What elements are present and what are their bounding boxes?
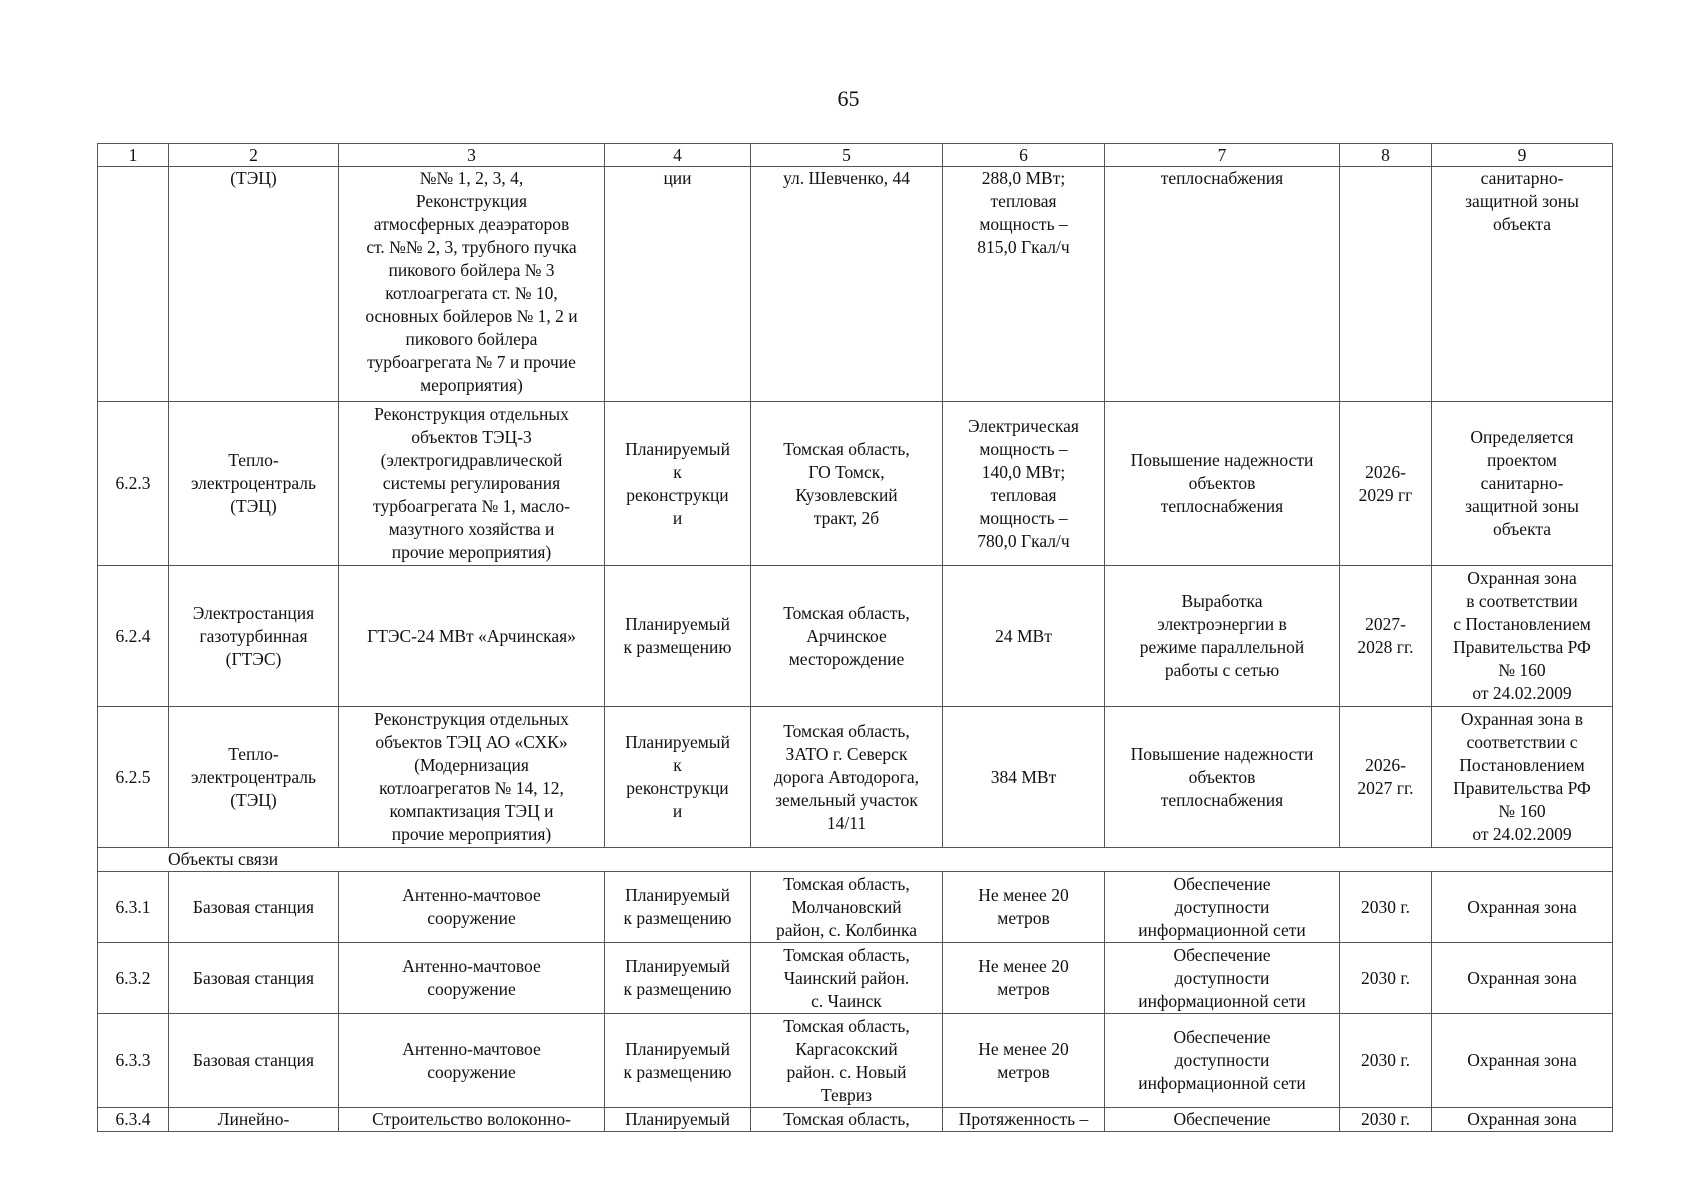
- cell-characteristics: Электрическая мощность – 140,0 МВт; тепловая мощность – 780,0 Гкал/ч: [943, 402, 1105, 566]
- cell-location: Томская область, Каргасокский район. с. Новый Тевриз: [751, 1014, 943, 1108]
- section-row: [98, 848, 1613, 872]
- cell-number: 6.2.4: [98, 566, 169, 707]
- cell-purpose: теплоснабжения: [1105, 167, 1340, 402]
- cell-number: 6.2.3: [98, 402, 169, 566]
- cell-status: Планируемый к размещению: [605, 566, 751, 707]
- cell-object-name: №№ 1, 2, 3, 4, Реконструкция атмосферных деаэраторов ст. №№ 2, 3, трубного пучка пикового бойлера № 3 котлоагрегата ст. № 10, основных бойлеров № 1, 2 и пикового бойлера турбоагрегата № 7 и прочие мероприятия): [339, 167, 605, 402]
- cell-number: 6.2.5: [98, 707, 169, 848]
- cell-period: 2027- 2028 гг.: [1340, 566, 1432, 707]
- column-number: 4: [605, 144, 751, 167]
- cell-zone: Охранная зона в соответствии с Постановлением Правительства РФ № 160 от 24.02.2009: [1432, 566, 1613, 707]
- cell-location: Томская область, Арчинское месторождение: [751, 566, 943, 707]
- cell-location: Томская область, ЗАТО г. Северск дорога Автодорога, земельный участок 14/11: [751, 707, 943, 848]
- cell-purpose: Выработка электроэнергии в режиме параллельной работы с сетью: [1105, 566, 1340, 707]
- cell-location: Томская область, Молчановский район, с. Колбинка: [751, 872, 943, 943]
- table-row: [98, 943, 1613, 1014]
- section-title: Объекты связи: [98, 848, 1613, 872]
- cell-purpose: Повышение надежности объектов теплоснабжения: [1105, 402, 1340, 566]
- cell-status: Планируемый: [605, 1108, 751, 1132]
- cell-purpose: Обеспечение доступности информационной сети: [1105, 1014, 1340, 1108]
- table-row: [98, 1014, 1613, 1108]
- cell-status: Планируемый к реконструкци и: [605, 402, 751, 566]
- cell-characteristics: Не менее 20 метров: [943, 872, 1105, 943]
- cell-object-type: Линейно-: [169, 1108, 339, 1132]
- column-number: 8: [1340, 144, 1432, 167]
- cell-object-type: Базовая станция: [169, 943, 339, 1014]
- column-number: 6: [943, 144, 1105, 167]
- cell-status: Планируемый к размещению: [605, 1014, 751, 1108]
- cell-period: 2030 г.: [1340, 943, 1432, 1014]
- column-number: 7: [1105, 144, 1340, 167]
- cell-zone: Охранная зона: [1432, 943, 1613, 1014]
- cell-zone: Охранная зона: [1432, 1108, 1613, 1132]
- cell-location: Томская область,: [751, 1108, 943, 1132]
- cell-number: 6.3.3: [98, 1014, 169, 1108]
- cell-object-type: Тепло- электроцентраль (ТЭЦ): [169, 402, 339, 566]
- cell-location: Томская область, ГО Томск, Кузовлевский тракт, 2б: [751, 402, 943, 566]
- cell-zone: Охранная зона: [1432, 872, 1613, 943]
- cell-purpose: Повышение надежности объектов теплоснабжения: [1105, 707, 1340, 848]
- cell-zone: санитарно- защитной зоны объекта: [1432, 167, 1613, 402]
- cell-object-name: Антенно-мачтовое сооружение: [339, 872, 605, 943]
- cell-location: Томская область, Чаинский район. с. Чаинск: [751, 943, 943, 1014]
- cell-period: 2030 г.: [1340, 872, 1432, 943]
- cell-purpose: Обеспечение доступности информационной сети: [1105, 943, 1340, 1014]
- cell-characteristics: 24 МВт: [943, 566, 1105, 707]
- table-row: [98, 872, 1613, 943]
- cell-object-name: Антенно-мачтовое сооружение: [339, 1014, 605, 1108]
- cell-object-name: Реконструкция отдельных объектов ТЭЦ-3 (электрогидравлической системы регулирования турбоагрегата № 1, масло- мазутного хозяйства и прочие мероприятия): [339, 402, 605, 566]
- cell-status: Планируемый к размещению: [605, 872, 751, 943]
- column-number: 1: [98, 144, 169, 167]
- cell-purpose: Обеспечение доступности информационной сети: [1105, 872, 1340, 943]
- column-number: 3: [339, 144, 605, 167]
- cell-object-name: ГТЭС-24 МВт «Арчинская»: [339, 566, 605, 707]
- cell-characteristics: 288,0 МВт; тепловая мощность – 815,0 Гкал/ч: [943, 167, 1105, 402]
- cell-period: 2030 г.: [1340, 1014, 1432, 1108]
- table-row-continued: [98, 167, 1613, 402]
- cell-status: Планируемый к размещению: [605, 943, 751, 1014]
- cell-number: 6.3.2: [98, 943, 169, 1014]
- cell-period: 2030 г.: [1340, 1108, 1432, 1132]
- cell-zone: Охранная зона в соответствии с Постановлением Правительства РФ № 160 от 24.02.2009: [1432, 707, 1613, 848]
- cell-object-type: Тепло- электроцентраль (ТЭЦ): [169, 707, 339, 848]
- cell-characteristics: Не менее 20 метров: [943, 943, 1105, 1014]
- cell-characteristics: Протяженность –: [943, 1108, 1105, 1132]
- cell-object-type: Базовая станция: [169, 1014, 339, 1108]
- cell-object-name: Антенно-мачтовое сооружение: [339, 943, 605, 1014]
- cell-zone: Определяется проектом санитарно- защитной зоны объекта: [1432, 402, 1613, 566]
- table-row: [98, 402, 1613, 566]
- cell-number: 6.3.4: [98, 1108, 169, 1132]
- cell-object-type: Электростанция газотурбинная (ГТЭС): [169, 566, 339, 707]
- planning-objects-table: [97, 143, 1613, 1132]
- cell-object-name: Строительство волоконно-: [339, 1108, 605, 1132]
- cell-number: 6.3.1: [98, 872, 169, 943]
- cell-status: Планируемый к реконструкци и: [605, 707, 751, 848]
- cell-period: 2026- 2027 гг.: [1340, 707, 1432, 848]
- cell-object-type: Базовая станция: [169, 872, 339, 943]
- column-number-row: [98, 144, 1613, 167]
- table-row: [98, 1108, 1613, 1132]
- page-number: 65: [837, 86, 860, 111]
- cell-characteristics: Не менее 20 метров: [943, 1014, 1105, 1108]
- cell-number: [98, 167, 169, 402]
- table-row: [98, 707, 1613, 848]
- cell-purpose: Обеспечение: [1105, 1108, 1340, 1132]
- cell-status: ции: [605, 167, 751, 402]
- cell-location: ул. Шевченко, 44: [751, 167, 943, 402]
- column-number: 2: [169, 144, 339, 167]
- column-number: 9: [1432, 144, 1613, 167]
- cell-zone: Охранная зона: [1432, 1014, 1613, 1108]
- cell-period: 2026- 2029 гг: [1340, 402, 1432, 566]
- table-row: [98, 566, 1613, 707]
- cell-characteristics: 384 МВт: [943, 707, 1105, 848]
- column-number: 5: [751, 144, 943, 167]
- cell-object-name: Реконструкция отдельных объектов ТЭЦ АО «СХК» (Модернизация котлоагрегатов № 14, 12, компактизация ТЭЦ и прочие мероприятия): [339, 707, 605, 848]
- cell-period: [1340, 167, 1432, 402]
- cell-object-type: (ТЭЦ): [169, 167, 339, 402]
